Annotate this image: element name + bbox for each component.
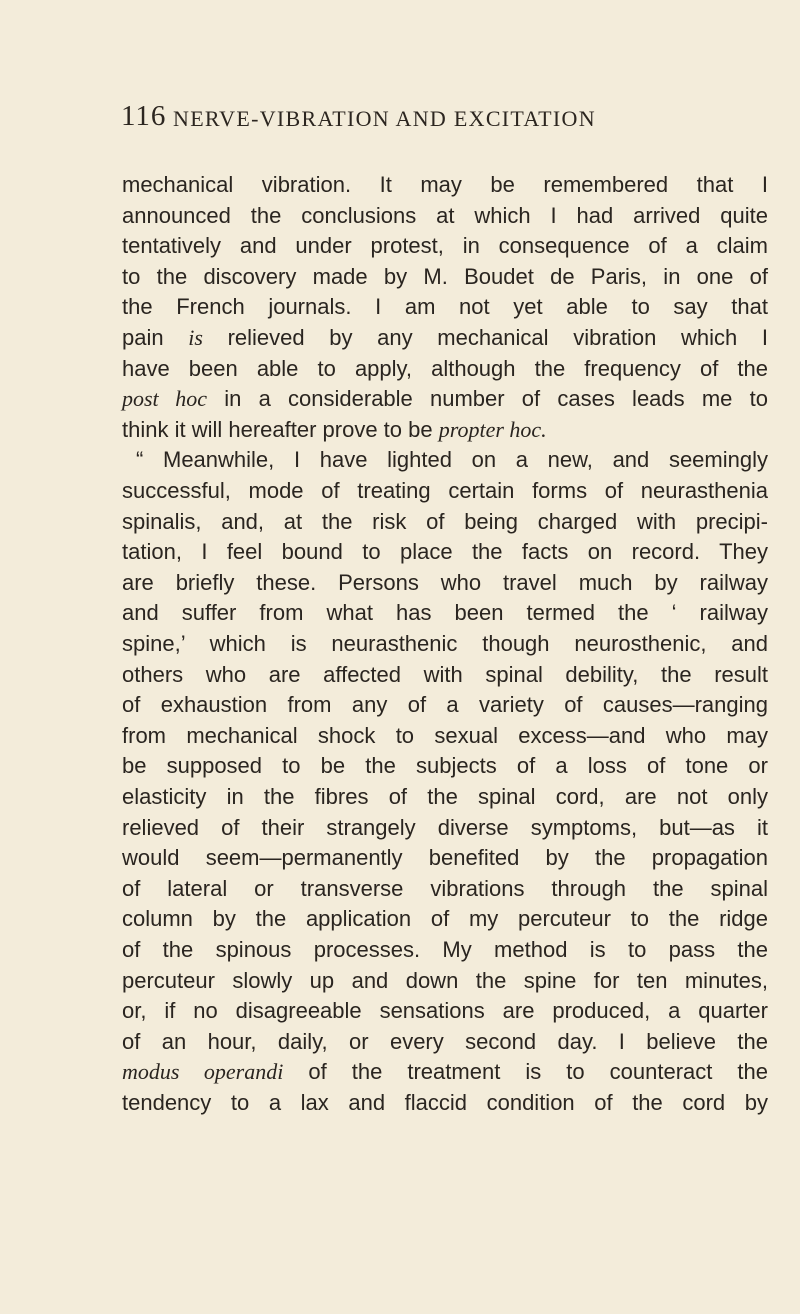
page-number: 116 <box>121 100 167 132</box>
text-line: tation, I feel bound to place the facts on record. They <box>122 539 768 565</box>
text-segment: of the treatment is to counteract the <box>283 1059 769 1085</box>
text-line: successful, mode of treating certain forms of neurasthenia <box>122 478 768 503</box>
text-segment: pain <box>122 325 189 350</box>
italic-text: propter hoc. <box>438 416 547 442</box>
text-line: announced the conclusions at which I had arrived quite <box>122 202 768 228</box>
text-segment: relieved by any mechanical vibration which I <box>202 325 768 350</box>
text-line: elasticity in the fibres of the spinal cord, are not only <box>122 784 768 809</box>
text-line: “ Meanwhile, I have lighted on a new, and seemingly <box>136 447 768 473</box>
text-line: relieved of their strangely diverse symptoms, but—as it <box>122 814 768 840</box>
text-line: the French journals. I am not yet able to say that <box>122 294 768 320</box>
italic-text: modus operandi <box>122 1059 284 1085</box>
text-line: of lateral or transverse vibrations through the spinal <box>122 875 768 901</box>
italic-text: post hoc <box>122 386 208 412</box>
text-line: and suffer from what has been termed the ‘ railway <box>122 600 768 626</box>
text-line <box>122 384 768 414</box>
text-line: others who are affected with spinal debility, the result <box>122 661 768 687</box>
text-line: to the discovery made by M. Boudet de Paris, in one of <box>122 263 768 289</box>
text-line: or, if no disagreeable sensations are produced, a quarter <box>122 998 768 1024</box>
text-line: spine,’ which is neurasthenic though neurosthenic, and <box>122 631 768 656</box>
text-line: have been able to apply, although the frequency of the <box>122 355 768 381</box>
text-line: mechanical vibration. It may be remembered that I <box>122 172 768 197</box>
text-line: be supposed to be the subjects of a loss of tone or <box>122 753 768 779</box>
text-line <box>122 323 768 353</box>
text-line: percuteur slowly up and down the spine for ten minutes, <box>122 967 768 993</box>
text-line: of an hour, daily, or every second day. I believe the <box>122 1028 768 1054</box>
text-line: of the spinous processes. My method is to pass the <box>122 937 768 962</box>
text-line: are briefly these. Persons who travel much by railway <box>122 569 768 595</box>
text-line: tendency to a lax and flaccid condition of the cord by <box>122 1090 768 1115</box>
text-line: from mechanical shock to sexual excess—and who may <box>122 722 768 748</box>
text-line: spinalis, and, at the risk of being charged with precipi- <box>122 508 768 534</box>
text-line <box>122 1057 768 1087</box>
text-line: tentatively and under protest, in consequence of a claim <box>122 233 768 259</box>
text-segment: in a considerable number of cases leads me to <box>207 386 768 412</box>
text-line: would seem—permanently benefited by the propagation <box>122 845 768 871</box>
text-line <box>122 415 547 445</box>
running-title: NERVE-VIBRATION AND EXCITATION <box>173 106 596 131</box>
text-line: of exhaustion from any of a variety of causes—ranging <box>122 692 768 718</box>
text-segment: think it will hereafter prove to be <box>122 416 439 442</box>
running-head <box>121 100 761 140</box>
italic-text: is <box>188 325 203 350</box>
text-line: column by the application of my percuteur to the ridge <box>122 906 768 932</box>
